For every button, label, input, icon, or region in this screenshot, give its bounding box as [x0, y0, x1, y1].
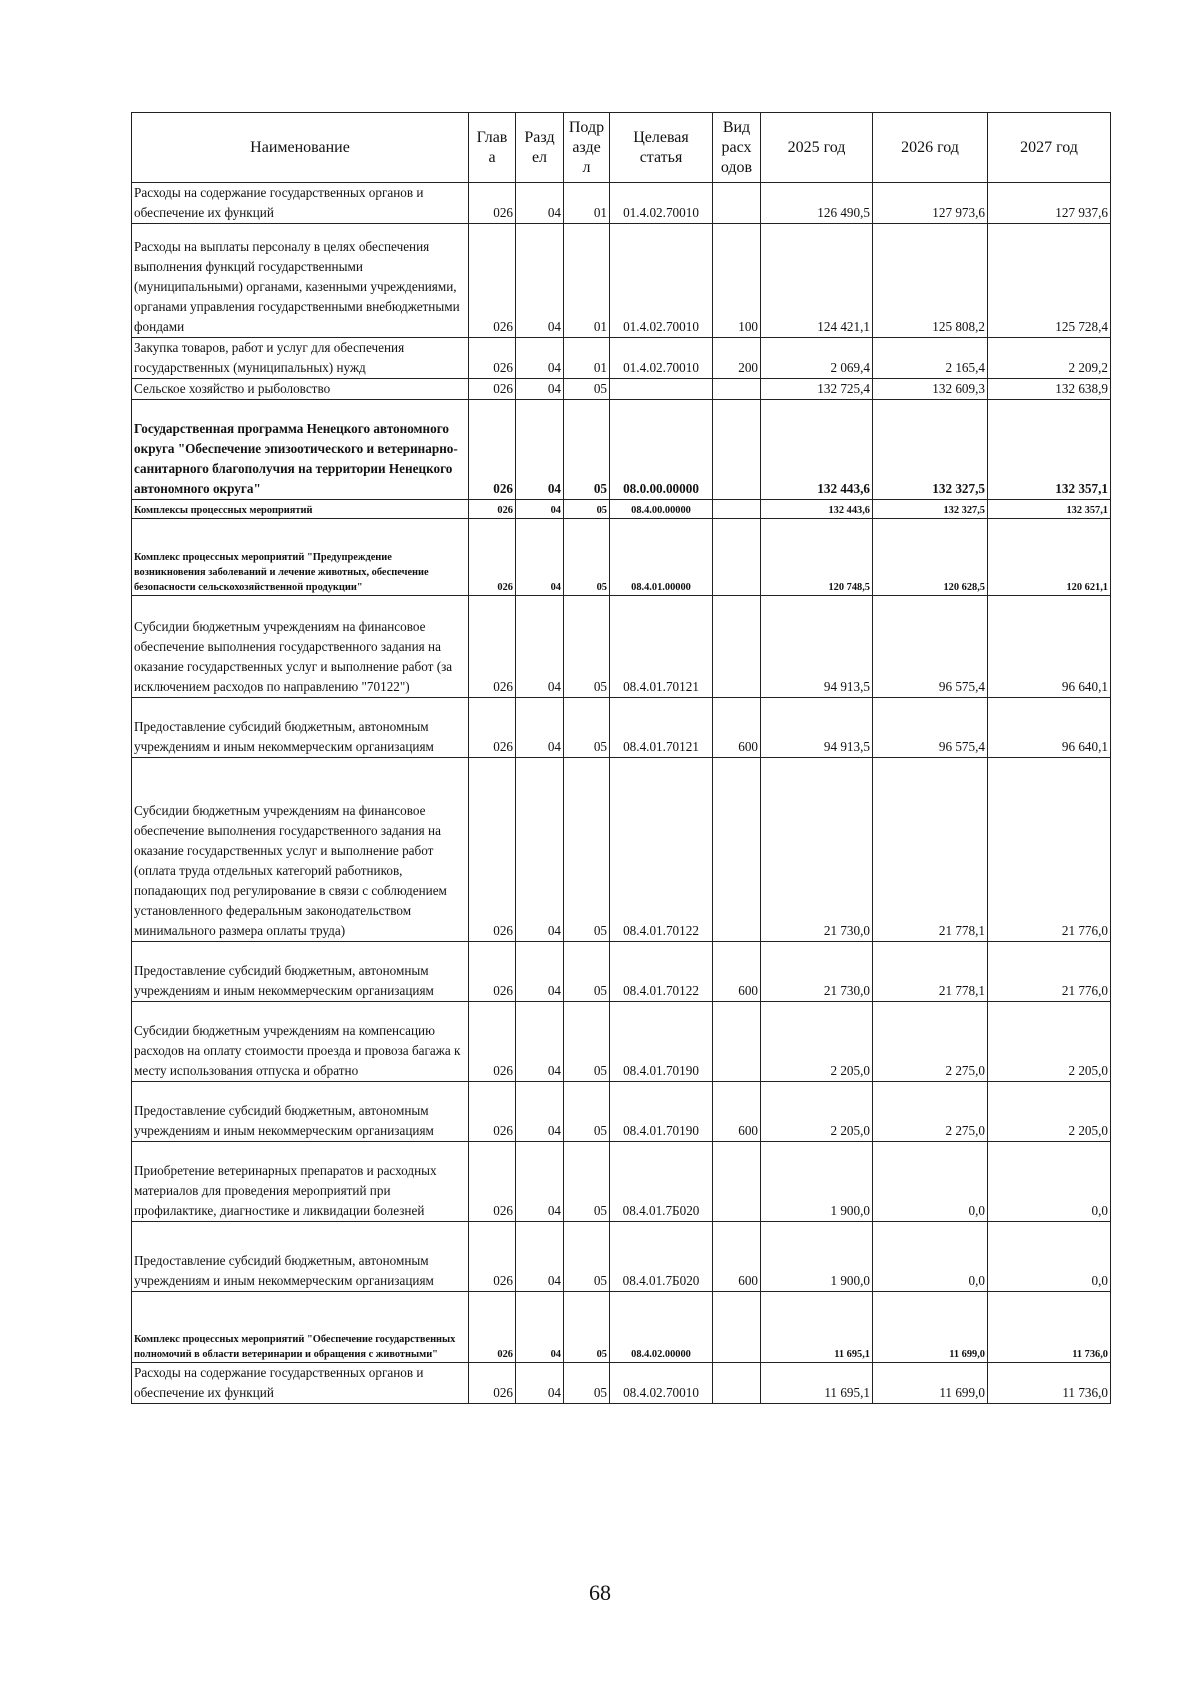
- row-2025: 94 913,5: [761, 698, 873, 758]
- row-2026: 21 778,1: [873, 758, 988, 942]
- row-podrazdel: 05: [564, 400, 610, 500]
- row-vid: 600: [713, 942, 761, 1002]
- row-2025: 1 900,0: [761, 1222, 873, 1292]
- row-name: Субсидии бюджетным учреждениям на компенсацию расходов на оплату стоимости проезда и провоза багажа к месту использования отпуска и обратно: [132, 1002, 469, 1082]
- row-glava: 026: [469, 500, 516, 519]
- table-row: [132, 942, 1111, 1002]
- table-row: [132, 338, 1111, 379]
- row-2027: 132 357,1: [988, 400, 1111, 500]
- row-vid: [713, 596, 761, 698]
- row-2026: 0,0: [873, 1142, 988, 1222]
- row-target: [610, 379, 713, 400]
- row-target: 08.4.00.00000: [610, 500, 713, 519]
- row-glava: 026: [469, 758, 516, 942]
- table-row: [132, 698, 1111, 758]
- row-2025: 94 913,5: [761, 596, 873, 698]
- row-vid: [713, 400, 761, 500]
- row-2025: 2 205,0: [761, 1002, 873, 1082]
- row-2027: 2 205,0: [988, 1082, 1111, 1142]
- header-razdel: Разд ел: [516, 113, 564, 183]
- row-glava: 026: [469, 400, 516, 500]
- row-razdel: 04: [516, 942, 564, 1002]
- row-vid: [713, 1292, 761, 1363]
- row-2026: 127 973,6: [873, 183, 988, 224]
- row-2025: 132 725,4: [761, 379, 873, 400]
- row-vid: [713, 1142, 761, 1222]
- row-target: 08.4.01.70190: [610, 1002, 713, 1082]
- row-2025: 2 205,0: [761, 1082, 873, 1142]
- row-name: Комплекс процессных мероприятий "Предупреждение возникновения заболеваний и лечение животных, обеспечение безопасности сельскохозяйственной продукции": [132, 519, 469, 596]
- row-2026: 21 778,1: [873, 942, 988, 1002]
- row-podrazdel: 05: [564, 1002, 610, 1082]
- row-target: 08.4.01.70121: [610, 698, 713, 758]
- budget-table: [131, 112, 1111, 1404]
- row-podrazdel: 01: [564, 338, 610, 379]
- row-razdel: 04: [516, 224, 564, 338]
- header-row: [132, 113, 1111, 183]
- row-2026: 96 575,4: [873, 596, 988, 698]
- row-target: 08.4.02.70010: [610, 1363, 713, 1404]
- row-2027: 2 209,2: [988, 338, 1111, 379]
- row-2027: 11 736,0: [988, 1363, 1111, 1404]
- row-target: 08.4.01.7Б020: [610, 1142, 713, 1222]
- row-2025: 126 490,5: [761, 183, 873, 224]
- row-glava: 026: [469, 183, 516, 224]
- row-glava: 026: [469, 379, 516, 400]
- row-vid: [713, 1363, 761, 1404]
- row-razdel: 04: [516, 698, 564, 758]
- row-podrazdel: 05: [564, 596, 610, 698]
- row-2025: 132 443,6: [761, 500, 873, 519]
- row-name: Предоставление субсидий бюджетным, автономным учреждениям и иным некоммерческим организациям: [132, 1082, 469, 1142]
- row-glava: 026: [469, 1002, 516, 1082]
- row-razdel: 04: [516, 1002, 564, 1082]
- table-row: [132, 596, 1111, 698]
- row-glava: 026: [469, 596, 516, 698]
- row-2025: 1 900,0: [761, 1142, 873, 1222]
- header-glava: Глав а: [469, 113, 516, 183]
- row-razdel: 04: [516, 338, 564, 379]
- row-podrazdel: 05: [564, 758, 610, 942]
- row-glava: 026: [469, 224, 516, 338]
- table-row: [132, 1002, 1111, 1082]
- row-podrazdel: 05: [564, 1292, 610, 1363]
- row-2026: 0,0: [873, 1222, 988, 1292]
- row-podrazdel: 05: [564, 500, 610, 519]
- row-target: 08.4.01.00000: [610, 519, 713, 596]
- row-razdel: 04: [516, 1082, 564, 1142]
- row-glava: 026: [469, 1142, 516, 1222]
- row-razdel: 04: [516, 1222, 564, 1292]
- row-2026: 2 275,0: [873, 1002, 988, 1082]
- row-razdel: 04: [516, 500, 564, 519]
- row-name: Расходы на содержание государственных органов и обеспечение их функций: [132, 1363, 469, 1404]
- row-glava: 026: [469, 519, 516, 596]
- row-glava: 026: [469, 698, 516, 758]
- row-name: Государственная программа Ненецкого автономного округа "Обеспечение эпизоотического и ветеринарно-санитарного благополучия на территории Ненецкого автономного округа": [132, 400, 469, 500]
- row-2027: 127 937,6: [988, 183, 1111, 224]
- row-2027: 132 638,9: [988, 379, 1111, 400]
- row-glava: 026: [469, 1082, 516, 1142]
- table-row: [132, 500, 1111, 519]
- page-number: 68: [589, 1580, 611, 1605]
- row-glava: 026: [469, 1222, 516, 1292]
- row-vid: 200: [713, 338, 761, 379]
- row-vid: [713, 758, 761, 942]
- row-name: Комплекс процессных мероприятий "Обеспечение государственных полномочий в области ветеринарии и обращения с животными": [132, 1292, 469, 1363]
- row-name: Расходы на содержание государственных органов и обеспечение их функций: [132, 183, 469, 224]
- row-vid: 600: [713, 1082, 761, 1142]
- row-name: Сельское хозяйство и рыболовство: [132, 379, 469, 400]
- row-vid: [713, 519, 761, 596]
- row-vid: [713, 500, 761, 519]
- row-vid: [713, 379, 761, 400]
- row-2026: 125 808,2: [873, 224, 988, 338]
- row-razdel: 04: [516, 596, 564, 698]
- row-podrazdel: 05: [564, 1222, 610, 1292]
- row-target: 01.4.02.70010: [610, 224, 713, 338]
- row-podrazdel: 01: [564, 224, 610, 338]
- table-row: [132, 183, 1111, 224]
- row-2026: 132 609,3: [873, 379, 988, 400]
- row-2027: 0,0: [988, 1222, 1111, 1292]
- row-name: Субсидии бюджетным учреждениям на финансовое обеспечение выполнения государственного задания на оказание государственных услуг и выполнение работ (за исключением расходов по направлению "70122"): [132, 596, 469, 698]
- row-podrazdel: 05: [564, 942, 610, 1002]
- row-razdel: 04: [516, 1363, 564, 1404]
- row-name: Предоставление субсидий бюджетным, автономным учреждениям и иным некоммерческим организациям: [132, 1222, 469, 1292]
- header-podrazdel: Подр азде л: [564, 113, 610, 183]
- table-row: [132, 519, 1111, 596]
- row-podrazdel: 05: [564, 519, 610, 596]
- row-2027: 132 357,1: [988, 500, 1111, 519]
- row-2026: 120 628,5: [873, 519, 988, 596]
- table-row: [132, 379, 1111, 400]
- row-name: Расходы на выплаты персоналу в целях обеспечения выполнения функций государственными (муниципальными) органами, казенными учреждениями, органами управления государственными внебюджетными фондами: [132, 224, 469, 338]
- row-2026: 132 327,5: [873, 400, 988, 500]
- row-target: 08.4.01.70190: [610, 1082, 713, 1142]
- row-2027: 11 736,0: [988, 1292, 1111, 1363]
- header-2026: 2026 год: [873, 113, 988, 183]
- row-target: 01.4.02.70010: [610, 338, 713, 379]
- row-vid: 600: [713, 1222, 761, 1292]
- row-2025: 124 421,1: [761, 224, 873, 338]
- row-2025: 21 730,0: [761, 942, 873, 1002]
- row-razdel: 04: [516, 400, 564, 500]
- row-2026: 96 575,4: [873, 698, 988, 758]
- row-glava: 026: [469, 338, 516, 379]
- row-podrazdel: 05: [564, 1082, 610, 1142]
- row-2025: 132 443,6: [761, 400, 873, 500]
- row-razdel: 04: [516, 519, 564, 596]
- row-2027: 2 205,0: [988, 1002, 1111, 1082]
- row-glava: 026: [469, 942, 516, 1002]
- table-row: [132, 1142, 1111, 1222]
- row-vid: [713, 1002, 761, 1082]
- header-name: Наименование: [132, 113, 469, 183]
- row-name: Приобретение ветеринарных препаратов и расходных материалов для проведения мероприятий при профилактике, диагностике и ликвидации болезней: [132, 1142, 469, 1222]
- row-2026: 11 699,0: [873, 1292, 988, 1363]
- header-2027: 2027 год: [988, 113, 1111, 183]
- row-target: 08.4.01.70122: [610, 942, 713, 1002]
- row-target: 08.4.01.70121: [610, 596, 713, 698]
- row-target: 01.4.02.70010: [610, 183, 713, 224]
- row-glava: 026: [469, 1292, 516, 1363]
- row-razdel: 04: [516, 1292, 564, 1363]
- header-2025: 2025 год: [761, 113, 873, 183]
- row-razdel: 04: [516, 758, 564, 942]
- row-glava: 026: [469, 1363, 516, 1404]
- row-2026: 132 327,5: [873, 500, 988, 519]
- row-podrazdel: 05: [564, 698, 610, 758]
- table-row: [132, 400, 1111, 500]
- row-2025: 2 069,4: [761, 338, 873, 379]
- row-vid: 600: [713, 698, 761, 758]
- row-podrazdel: 05: [564, 1142, 610, 1222]
- row-2026: 11 699,0: [873, 1363, 988, 1404]
- row-2026: 2 275,0: [873, 1082, 988, 1142]
- row-podrazdel: 05: [564, 379, 610, 400]
- row-2027: 96 640,1: [988, 698, 1111, 758]
- row-target: 08.4.01.7Б020: [610, 1222, 713, 1292]
- row-2025: 11 695,1: [761, 1363, 873, 1404]
- table-row: [132, 1363, 1111, 1404]
- row-name: Предоставление субсидий бюджетным, автономным учреждениям и иным некоммерческим организациям: [132, 942, 469, 1002]
- table-row: [132, 758, 1111, 942]
- row-2025: 11 695,1: [761, 1292, 873, 1363]
- table-body: [132, 183, 1111, 1404]
- table-row: [132, 1222, 1111, 1292]
- table-row: [132, 1082, 1111, 1142]
- row-name: Закупка товаров, работ и услуг для обеспечения государственных (муниципальных) нужд: [132, 338, 469, 379]
- table-row: [132, 224, 1111, 338]
- row-2026: 2 165,4: [873, 338, 988, 379]
- row-2027: 120 621,1: [988, 519, 1111, 596]
- row-2027: 125 728,4: [988, 224, 1111, 338]
- row-target: 08.4.02.00000: [610, 1292, 713, 1363]
- row-target: 08.0.00.00000: [610, 400, 713, 500]
- row-name: Субсидии бюджетным учреждениям на финансовое обеспечение выполнения государственного задания на оказание государственных услуг и выполнение работ (оплата труда отдельных категорий работников, попадающих под регулирование в связи с соблюдением установленного федеральным законодательством минимального размера оплаты труда): [132, 758, 469, 942]
- row-razdel: 04: [516, 379, 564, 400]
- header-target: Целевая статья: [610, 113, 713, 183]
- table-row: [132, 1292, 1111, 1363]
- row-podrazdel: 05: [564, 1363, 610, 1404]
- row-2025: 120 748,5: [761, 519, 873, 596]
- row-2027: 21 776,0: [988, 942, 1111, 1002]
- row-2025: 21 730,0: [761, 758, 873, 942]
- row-razdel: 04: [516, 1142, 564, 1222]
- row-vid: 100: [713, 224, 761, 338]
- row-target: 08.4.01.70122: [610, 758, 713, 942]
- row-name: Комплексы процессных мероприятий: [132, 500, 469, 519]
- row-2027: 96 640,1: [988, 596, 1111, 698]
- row-podrazdel: 01: [564, 183, 610, 224]
- header-vid: Вид расх одов: [713, 113, 761, 183]
- row-2027: 21 776,0: [988, 758, 1111, 942]
- row-razdel: 04: [516, 183, 564, 224]
- row-vid: [713, 183, 761, 224]
- row-2027: 0,0: [988, 1142, 1111, 1222]
- row-name: Предоставление субсидий бюджетным, автономным учреждениям и иным некоммерческим организациям: [132, 698, 469, 758]
